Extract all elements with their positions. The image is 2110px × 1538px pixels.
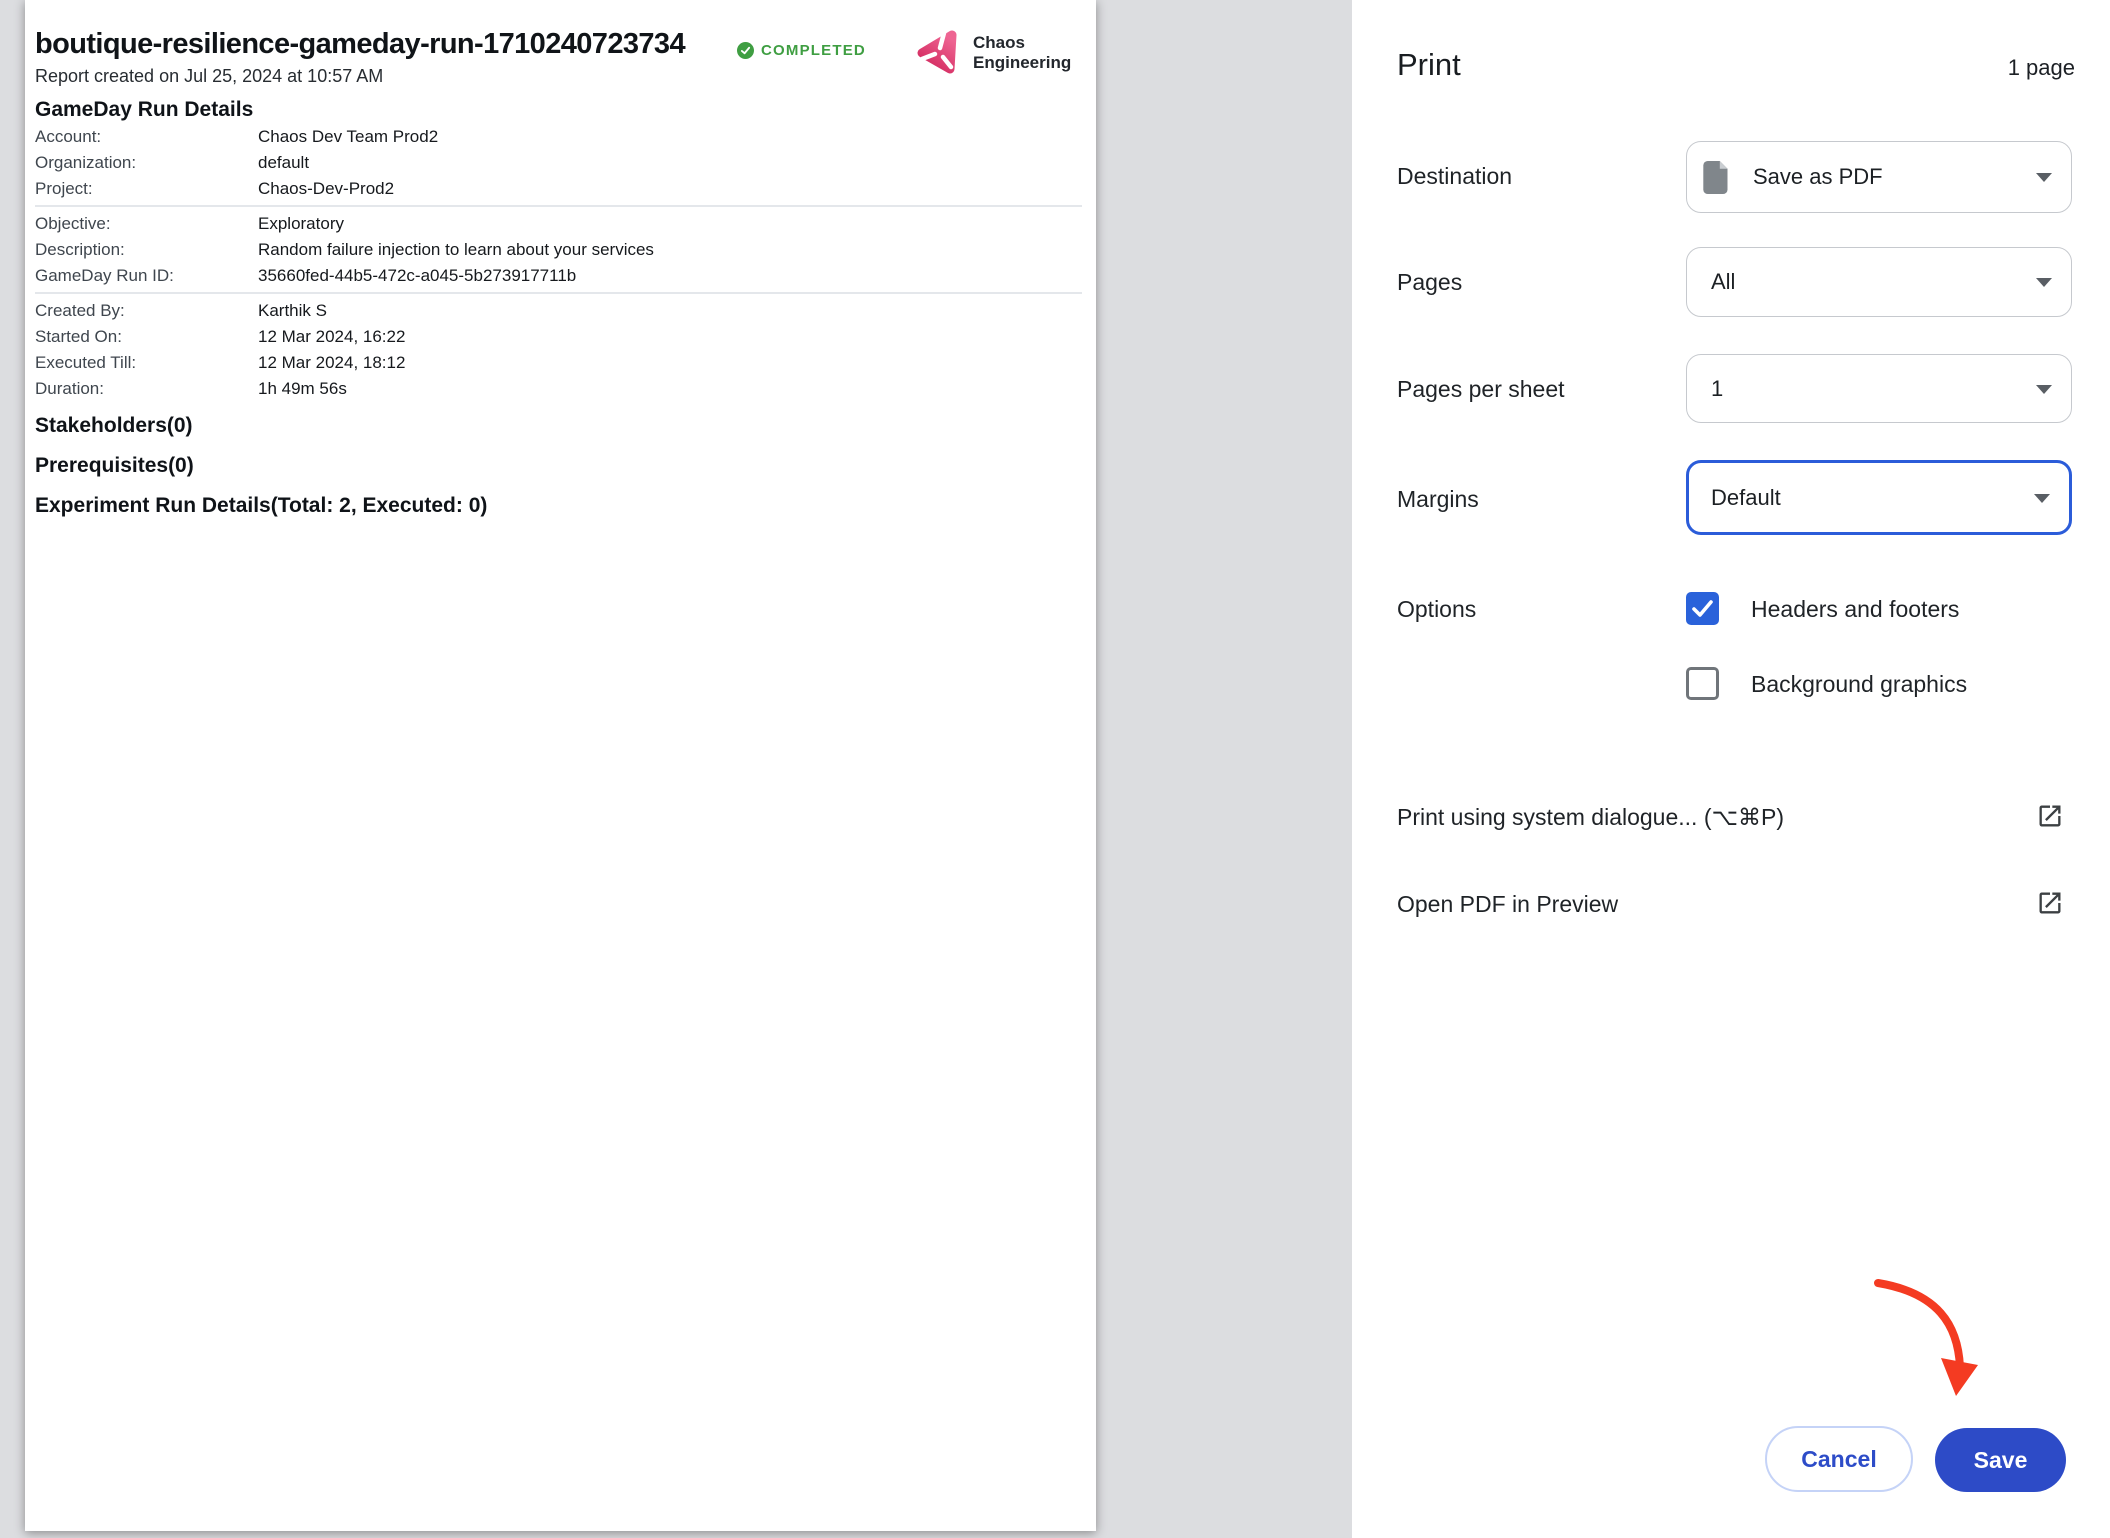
pages-select[interactable] bbox=[1686, 247, 2072, 317]
margins-value: Default bbox=[1711, 484, 1781, 510]
print-preview-page bbox=[25, 0, 1096, 1531]
chevron-down-icon bbox=[2034, 494, 2050, 503]
chaos-pinwheel-icon bbox=[914, 26, 962, 79]
save-button[interactable]: Save bbox=[1935, 1428, 2066, 1492]
destination-value: Save as PDF bbox=[1753, 164, 1883, 189]
chevron-down-icon bbox=[2036, 385, 2052, 394]
stakeholders-heading: Stakeholders(0) bbox=[35, 414, 193, 437]
system-dialog-link[interactable]: Print using system dialogue... (⌥⌘P) bbox=[1397, 804, 1784, 830]
logo-wordmark: Chaos Engineering bbox=[973, 32, 1072, 72]
status-badge-label: COMPLETED bbox=[761, 42, 866, 59]
headers-footers-label: Headers and footers bbox=[1751, 596, 1960, 622]
background-graphics-label: Background graphics bbox=[1751, 671, 1968, 697]
open-external-icon[interactable] bbox=[2036, 802, 2064, 830]
prerequisites-heading: Prerequisites(0) bbox=[35, 454, 194, 477]
options-label: Options bbox=[1397, 596, 1477, 622]
margins-select[interactable] bbox=[1686, 460, 2072, 535]
divider bbox=[35, 292, 1082, 294]
chevron-down-icon bbox=[2036, 173, 2052, 182]
open-external-icon[interactable] bbox=[2036, 889, 2064, 917]
cancel-button[interactable]: Cancel bbox=[1765, 1426, 1913, 1492]
destination-select[interactable] bbox=[1686, 141, 2072, 213]
pages-per-sheet-select[interactable] bbox=[1686, 354, 2072, 423]
run-details-heading: GameDay Run Details bbox=[35, 98, 254, 121]
pages-value: All bbox=[1711, 269, 1736, 294]
detail-row: Executed Till: 12 Mar 2024, 18:12 bbox=[35, 353, 406, 372]
status-badge bbox=[737, 42, 866, 59]
detail-row: Description: Random failure injection to learn about your services bbox=[35, 240, 654, 259]
chaos-engineering-logo bbox=[914, 26, 1071, 79]
detail-row: Created By: Karthik S bbox=[35, 301, 327, 320]
headers-footers-checkbox[interactable] bbox=[1686, 592, 1719, 625]
detail-row: Organization: default bbox=[35, 153, 310, 172]
pages-per-sheet-value: 1 bbox=[1711, 375, 1724, 401]
page-count: 1 page bbox=[2007, 55, 2075, 80]
chevron-down-icon bbox=[2036, 278, 2052, 287]
margins-label: Margins bbox=[1397, 486, 1479, 512]
detail-row: Duration: 1h 49m 56s bbox=[35, 379, 347, 398]
open-pdf-preview-link[interactable]: Open PDF in Preview bbox=[1397, 891, 1619, 917]
detail-row: Account: Chaos Dev Team Prod2 bbox=[35, 127, 439, 146]
completed-check-icon bbox=[737, 42, 754, 59]
report-created-line: Report created on Jul 25, 2024 at 10:57 AM bbox=[35, 66, 384, 86]
pages-label: Pages bbox=[1397, 269, 1463, 295]
pages-per-sheet-label: Pages per sheet bbox=[1397, 376, 1565, 402]
pdf-file-icon bbox=[1703, 161, 1730, 194]
annotation-arrow bbox=[1850, 1255, 1995, 1415]
print-dialog-title: Print bbox=[1397, 47, 1461, 82]
divider bbox=[35, 205, 1082, 207]
background-graphics-checkbox[interactable] bbox=[1686, 667, 1719, 700]
detail-row: Started On: 12 Mar 2024, 16:22 bbox=[35, 327, 406, 346]
detail-row: GameDay Run ID: 35660fed-44b5-472c-a045-5b273917711b bbox=[35, 266, 577, 285]
checkmark-icon bbox=[1686, 592, 1719, 625]
detail-row: Project: Chaos-Dev-Prod2 bbox=[35, 179, 395, 198]
print-settings-panel bbox=[1352, 0, 2110, 1538]
experiment-run-details-heading: Experiment Run Details(Total: 2, Executed: 0) bbox=[35, 494, 488, 517]
destination-label: Destination bbox=[1397, 163, 1513, 189]
detail-row: Objective: Exploratory bbox=[35, 214, 344, 233]
report-title: boutique-resilience-gameday-run-1710240723734 bbox=[35, 28, 685, 60]
